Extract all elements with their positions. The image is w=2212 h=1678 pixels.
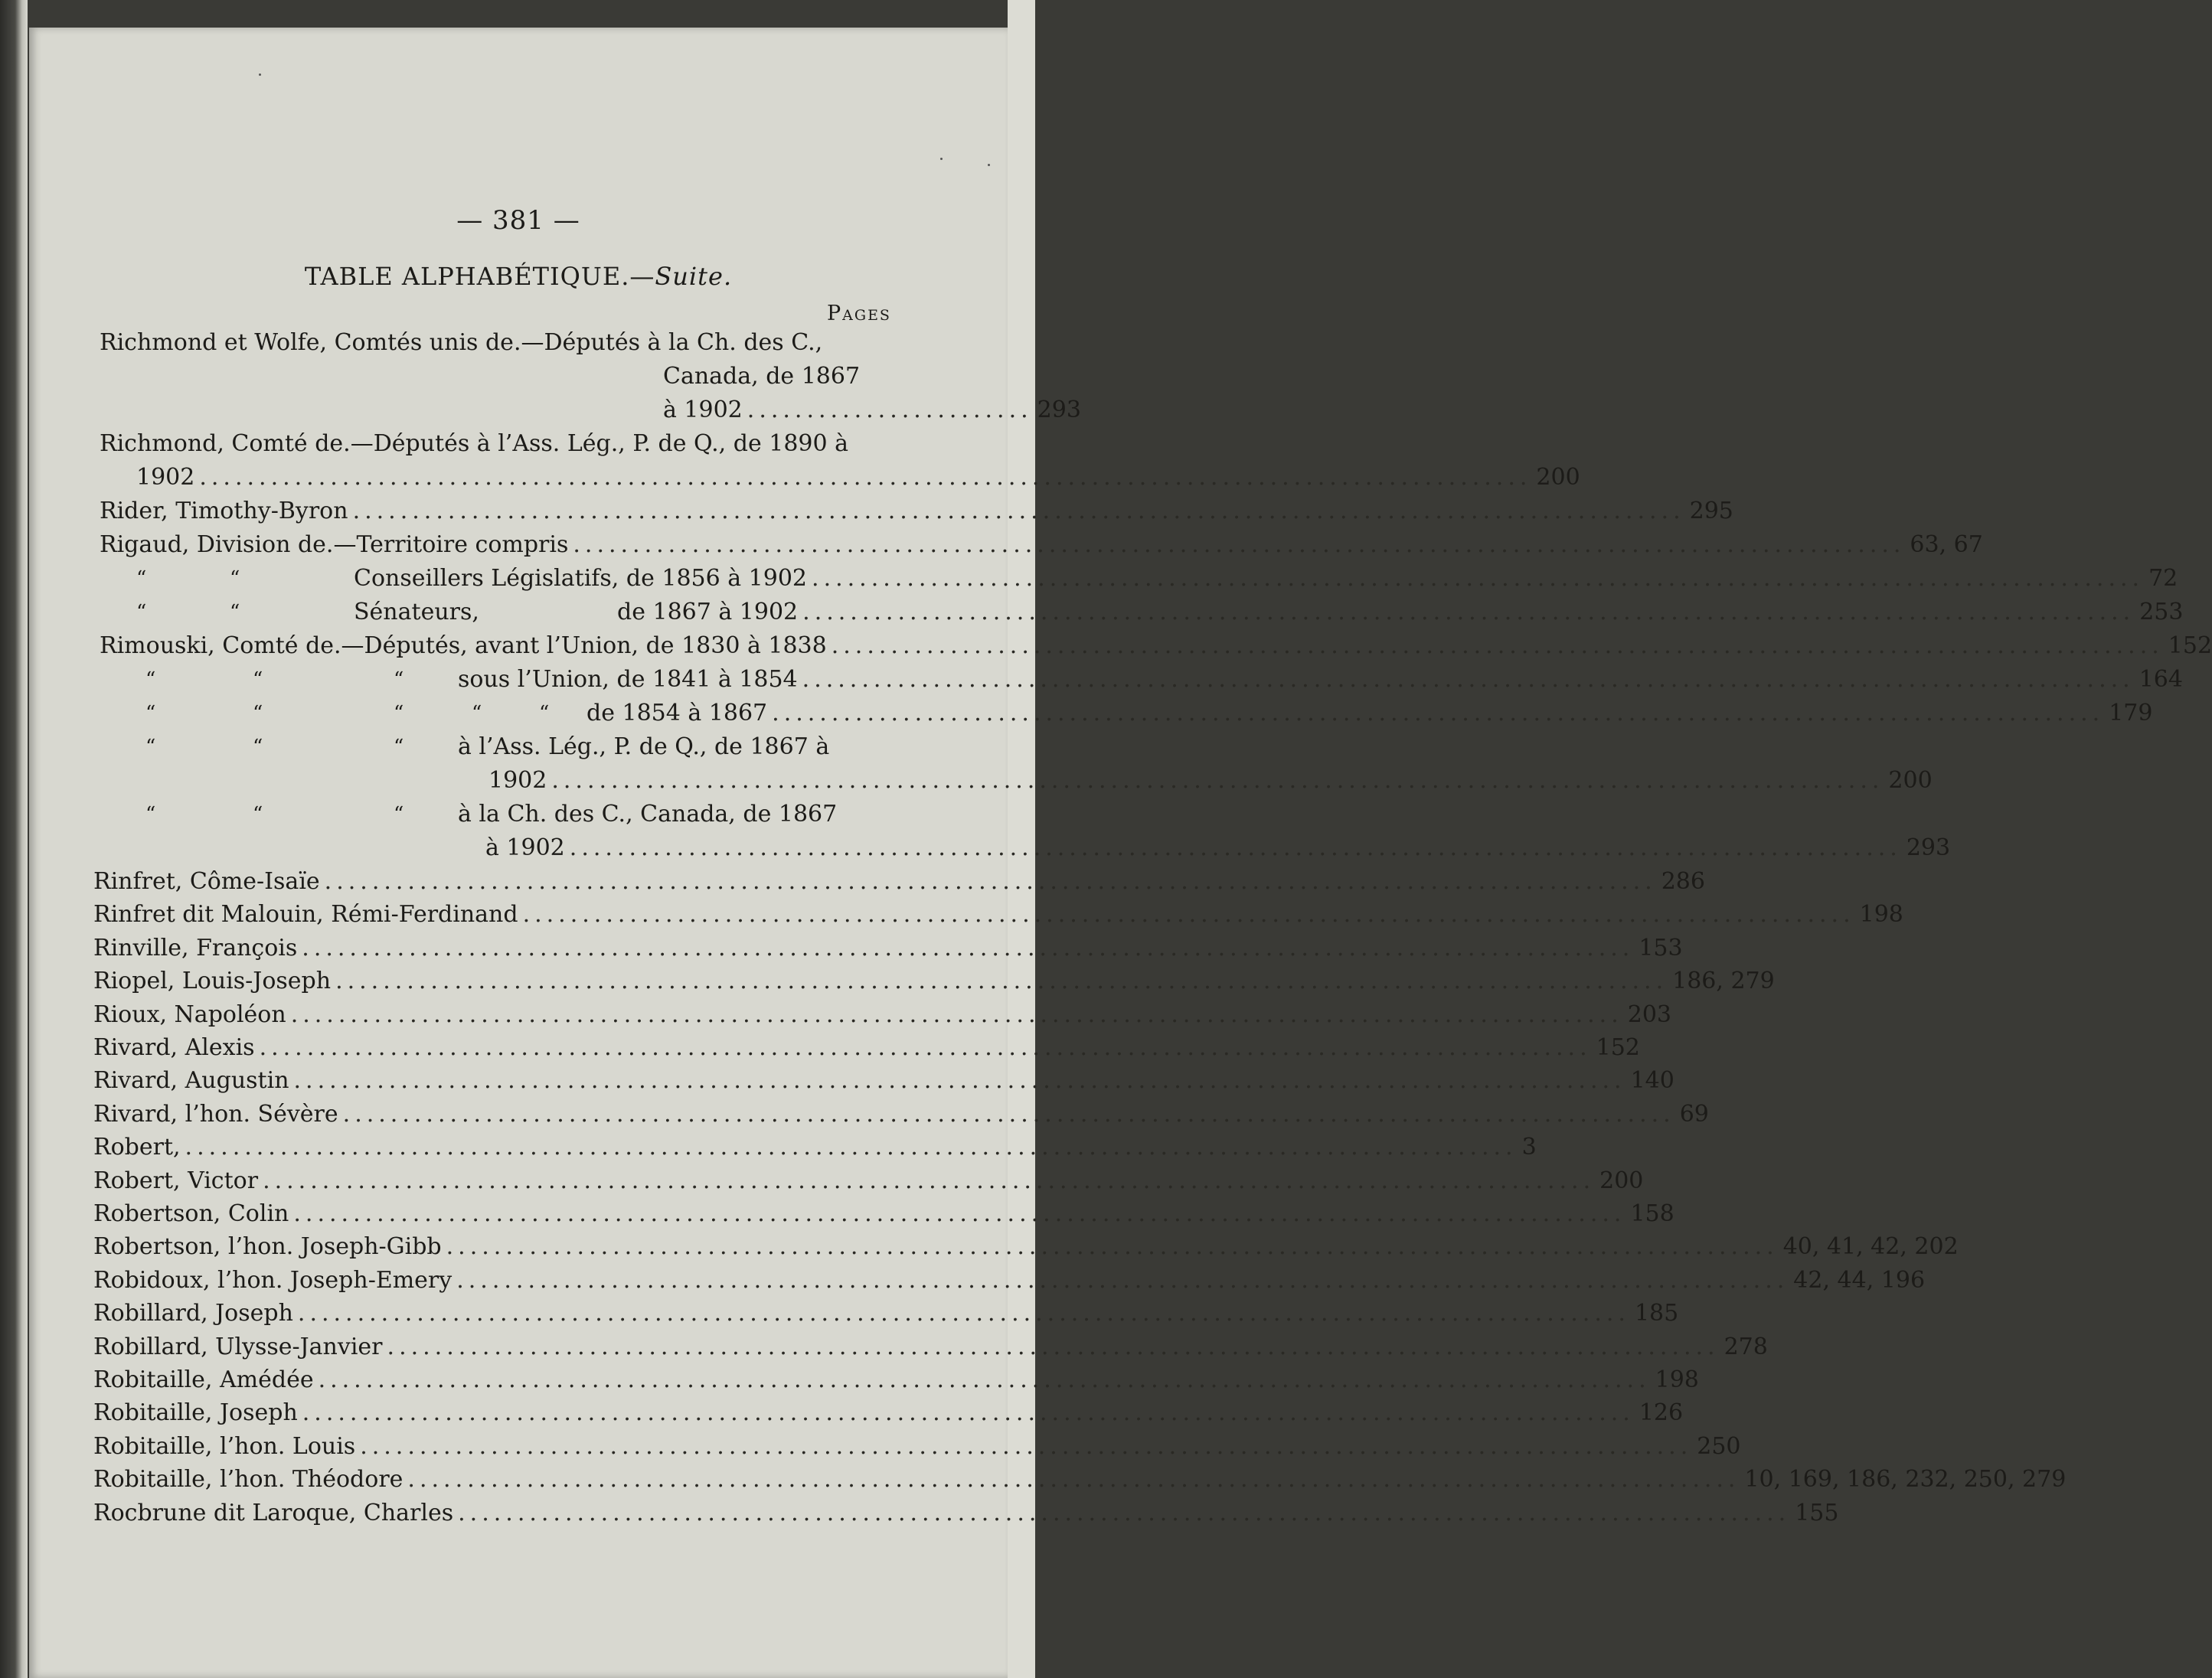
- page-ref: 42, 44, 196: [1793, 1266, 1926, 1294]
- page-ref: 293: [1906, 834, 1951, 861]
- index-entry-rigaud-line3-label: Sénateurs,: [354, 599, 479, 625]
- index-entry-rimouski-line6: à la Ch. des C., Canada, de 1867: [458, 801, 838, 828]
- dot-leader: ................................................................................................................: [551, 767, 1884, 794]
- page-ref: 10, 169, 186, 232, 250, 279: [1744, 1466, 2067, 1494]
- entry-name: Robitaille, Amédée: [93, 1366, 314, 1393]
- index-entry-richmond-wolfe-line3: à 1902 ........................ 293: [663, 395, 932, 426]
- page-ref: 185: [1634, 1300, 1679, 1327]
- index-entry: [93, 1265, 1926, 1296]
- dot-leader: ................................................................................................................: [522, 901, 1855, 929]
- dot-leader: ................................................................................................................: [802, 666, 2135, 693]
- index-entry-rimouski-line3: de 1854 à 1867 ................................................................................................................ 179: [586, 698, 932, 729]
- page-number: — 381 —: [456, 205, 580, 236]
- dot-leader: ................................................................................................................: [318, 1366, 1651, 1393]
- page-ref: 286: [1661, 868, 1705, 895]
- page-ref: 295: [1689, 498, 1733, 524]
- entry-name: Robitaille, Joseph: [93, 1399, 298, 1427]
- index-entry-rimouski-line7: à 1902 ................................................................................................................ 293: [485, 833, 932, 863]
- page-ref: 63, 67: [1910, 531, 1983, 558]
- index-entry-richmond-comte-line1: Richmond, Comté de.—Députés à l’Ass. Lég., P. de Q., de 1890 à: [100, 430, 849, 457]
- entry-name: Rivard, Augustin: [93, 1067, 289, 1095]
- dot-leader: ................................................................................................................: [293, 1200, 1626, 1227]
- dot-leader: ................................................................................................................: [335, 968, 1668, 995]
- ditto-mark: “: [145, 736, 156, 759]
- entry-name: Robert,: [93, 1134, 181, 1161]
- page-ref: 152: [1596, 1034, 1640, 1061]
- ditto-mark: “: [253, 668, 263, 691]
- book-page: [29, 28, 2212, 1678]
- heading-suite: Suite.: [655, 262, 733, 291]
- page-ref: 155: [1795, 1499, 1839, 1526]
- entry-name: Robillard, Ulysse-Janvier: [93, 1333, 383, 1360]
- dot-leader: ................................................................................................................: [802, 599, 2135, 625]
- index-entry: [93, 1365, 1699, 1396]
- page-ref: 278: [1724, 1333, 1768, 1360]
- entry-name: Robitaille, l’hon. Théodore: [93, 1466, 404, 1494]
- entry-name: Robertson, Colin: [93, 1200, 289, 1227]
- entry-name: Riopel, Louis-Joseph: [93, 968, 332, 995]
- dot-leader: ................................................................................................................: [352, 498, 1685, 524]
- ditto-mark: “: [394, 702, 404, 725]
- page-ref: 200: [1888, 767, 1933, 794]
- scan-speck: [940, 158, 943, 160]
- ditto-mark: “: [539, 702, 550, 725]
- entry-name: Robert, Victor: [93, 1167, 259, 1194]
- index-entry: [93, 1232, 1959, 1262]
- entry-name: Robitaille, l’hon. Louis: [93, 1432, 356, 1460]
- index-entry: [93, 966, 1775, 997]
- index-entry: [93, 1132, 1537, 1163]
- dot-leader: ................................................................................................................: [297, 1300, 1630, 1327]
- index-entry-richmond-wolfe-line1: Richmond et Wolfe, Comtés unis de.—Députés à la Ch. des C.,: [100, 329, 823, 356]
- heading-title: TABLE ALPHABÉTIQUE.—: [304, 262, 655, 291]
- index-entry-richmond-wolfe-line2: Canada, de 1867: [663, 363, 861, 390]
- entry-name: Rioux, Napoléon: [93, 1001, 286, 1028]
- index-entry: [93, 899, 1903, 930]
- index-entry-rider: Rider, Timothy-Byron ................................................................................................................ 295: [100, 496, 932, 527]
- index-entry: [93, 1398, 1684, 1428]
- dot-leader: ................................................................................................................: [185, 1134, 1518, 1161]
- entry-name: Rinfret, Côme-Isaïe: [93, 868, 320, 895]
- index-entry-rimouski-line2: sous l’Union, de 1841 à 1854 ................................................................................................................ 164: [458, 664, 932, 695]
- dot-leader: ................................................................................................................: [812, 565, 2145, 592]
- dot-leader: ................................................................................................................: [302, 1399, 1635, 1427]
- page-ref: 153: [1639, 934, 1683, 961]
- entry-name: Rinville, François: [93, 934, 298, 961]
- index-entry-richmond-comte-line2: 1902 ................................................................................................................ 200: [136, 462, 932, 493]
- index-entry: [93, 1000, 1672, 1030]
- entry-name: Rinfret dit Malouin, Rémi-Ferdinand: [93, 901, 518, 929]
- page-ref: 40, 41, 42, 202: [1782, 1233, 1959, 1261]
- book-gutter: [0, 0, 28, 1678]
- page-heading: [29, 262, 1008, 291]
- page-ref: 164: [2138, 666, 2183, 693]
- page-ref: 140: [1630, 1067, 1675, 1095]
- dot-leader: ................................................................................................................: [342, 1100, 1675, 1128]
- entry-name: Robidoux, l’hon. Joseph-Emery: [93, 1266, 453, 1294]
- index-entry: [93, 867, 1705, 897]
- index-entry-rigaud-line1: Rigaud, Division de.—Territoire compris ................................................................................................................ 63, 67: [100, 530, 932, 560]
- dot-leader: ................................................................................................................: [360, 1432, 1693, 1460]
- page-ref: 152: [2168, 632, 2212, 659]
- index-entry: [93, 1332, 1768, 1363]
- index-entry: [93, 1199, 1675, 1229]
- index-entry: [93, 1298, 1679, 1329]
- page-ref: 253: [2139, 599, 2184, 625]
- page-ref: 72: [2148, 565, 2178, 592]
- index-entry-rigaud-line2: Conseillers Législatifs, de 1856 à 1902 ................................................................................................................ 72: [354, 563, 932, 594]
- page-ref: 200: [1536, 464, 1580, 491]
- index-entry: [93, 933, 1683, 964]
- page-ref: 198: [1655, 1366, 1699, 1393]
- page-ref: 203: [1627, 1001, 1672, 1028]
- entry-name: Rocbrune dit Laroque, Charles: [93, 1499, 454, 1526]
- index-entry: [93, 1099, 1709, 1130]
- page-ref: 179: [2109, 700, 2153, 726]
- ditto-mark: “: [136, 567, 147, 590]
- dot-leader: ................................................................................................................: [293, 1067, 1626, 1095]
- dot-leader: ................................................................................................................: [456, 1266, 1789, 1294]
- ditto-mark: “: [394, 803, 404, 826]
- index-entry: [93, 1166, 1644, 1196]
- page-ref: 69: [1679, 1100, 1709, 1128]
- ditto-mark: “: [253, 736, 263, 759]
- entry-name: Robillard, Joseph: [93, 1300, 293, 1327]
- index-entry-rimouski-line5: 1902 ................................................................................................................ 200: [488, 766, 932, 796]
- dot-leader: ................................................................................................................: [446, 1233, 1779, 1261]
- page-ref: 126: [1639, 1399, 1684, 1427]
- ditto-mark: “: [145, 803, 156, 826]
- ditto-mark: “: [230, 567, 240, 590]
- page-ref: 200: [1599, 1167, 1644, 1194]
- dot-leader: ................................................................................................................: [263, 1167, 1596, 1194]
- dot-leader: ................................................................................................................: [772, 700, 2105, 726]
- dot-leader: ................................................................................................................: [573, 531, 1906, 558]
- dot-leader: ........................: [747, 397, 1033, 423]
- index-entry: [93, 1066, 1675, 1096]
- dot-leader: ................................................................................................................: [199, 464, 1532, 491]
- pages-column-label: Pages: [827, 302, 891, 325]
- ditto-mark: “: [394, 736, 404, 759]
- page-ref: 158: [1630, 1200, 1675, 1227]
- page-ref: 3: [1521, 1134, 1537, 1161]
- page-ref: 250: [1697, 1432, 1741, 1460]
- dot-leader: ................................................................................................................: [831, 632, 2164, 659]
- ditto-mark: “: [253, 803, 263, 826]
- ditto-mark: “: [394, 668, 404, 691]
- dot-leader: ................................................................................................................: [387, 1333, 1720, 1360]
- index-entry: [93, 1432, 1741, 1462]
- scan-speck: [259, 73, 261, 76]
- dot-leader: ................................................................................................................: [259, 1034, 1592, 1061]
- ditto-mark: “: [230, 601, 240, 624]
- scan-top-border: [29, 0, 1008, 28]
- ditto-mark: “: [253, 702, 263, 725]
- dot-leader: ................................................................................................................: [302, 934, 1635, 961]
- ditto-mark: “: [136, 601, 147, 624]
- dot-leader: ................................................................................................................: [569, 834, 1902, 861]
- index-entry-rimouski-line1: Rimouski, Comté de.—Députés, avant l’Union, de 1830 à 1838 ................................................................................................................ 152: [100, 631, 932, 661]
- dot-leader: ................................................................................................................: [458, 1499, 1791, 1526]
- scan-speck: [988, 164, 990, 166]
- page-ref: 186, 279: [1672, 968, 1775, 995]
- dot-leader: ................................................................................................................: [324, 868, 1657, 895]
- dot-leader: ................................................................................................................: [290, 1001, 1623, 1028]
- page-ref: 198: [1859, 901, 1903, 929]
- index-entry: [93, 1498, 1839, 1529]
- index-entry-rimouski-line4: à l’Ass. Lég., P. de Q., de 1867 à: [458, 733, 830, 760]
- page-ref: 293: [1037, 397, 1081, 423]
- ditto-mark: “: [472, 702, 482, 725]
- ditto-mark: “: [145, 702, 156, 725]
- index-entry: [93, 1464, 2067, 1495]
- entry-name: Robertson, l’hon. Joseph-Gibb: [93, 1233, 442, 1261]
- entry-name: Rivard, l’hon. Sévère: [93, 1100, 338, 1128]
- dot-leader: ................................................................................................................: [407, 1466, 1740, 1494]
- index-entry: [93, 1033, 1640, 1063]
- ditto-mark: “: [145, 668, 156, 691]
- index-entry-rigaud-line3: de 1867 à 1902 ................................................................................................................ 253: [617, 597, 932, 628]
- entry-name: Rivard, Alexis: [93, 1034, 255, 1061]
